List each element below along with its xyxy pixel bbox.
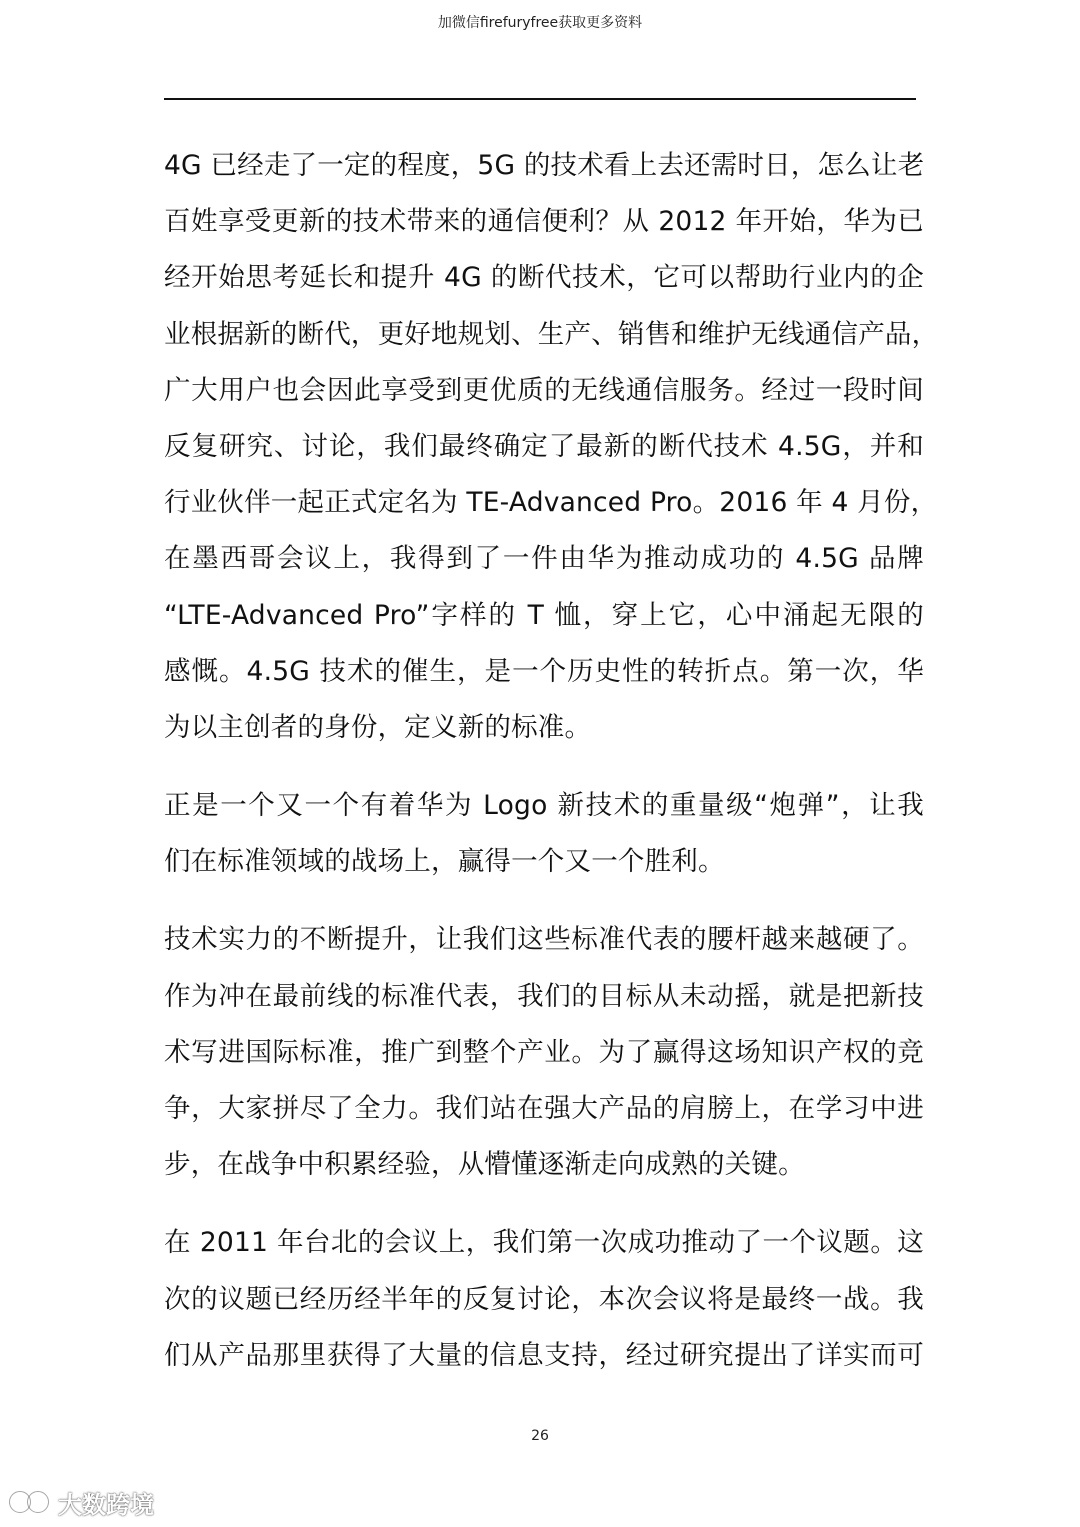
text-line: 们在标准领域的战场上，赢得一个又一个胜利。: [164, 846, 725, 878]
text-line: 百姓享受更新的技术带来的通信便利？从 2012 年开始，华为已: [164, 206, 924, 238]
page-number: 26: [531, 1428, 549, 1444]
text-line: 次的议题已经历经半年的反复讨论，本次会议将是最终一战。我: [164, 1283, 924, 1315]
paragraph-4: [164, 1215, 924, 1384]
text-line: 步，在战争中积累经验，从懵懂逐渐走向成熟的关键。: [164, 1149, 805, 1181]
watermark: [8, 1482, 154, 1522]
paragraph-3: [164, 912, 924, 1193]
text-line: 术写进国际标准，推广到整个产业。为了赢得这场知识产权的竞: [164, 1036, 924, 1068]
text-line: 经开始思考延长和提升 4G 的断代技术，它可以帮助行业内的企: [164, 262, 924, 294]
paragraph-2: [164, 778, 924, 890]
text-line: 在墨西哥会议上，我得到了一件由华为推动成功的 4.5G 品牌: [164, 543, 924, 575]
header-divider: [164, 98, 916, 100]
text-line: 们从产品那里获得了大量的信息支持，经过研究提出了详实而可: [164, 1339, 924, 1371]
text-line: 感慨。4.5G 技术的催生，是一个历史性的转折点。第一次，华: [164, 655, 924, 687]
text-line: 反复研究、讨论，我们最终确定了最新的断代技术 4.5G，并和: [164, 430, 924, 462]
text-line: 4G 已经走了一定的程度，5G 的技术看上去还需时日，怎么让老: [164, 150, 925, 181]
text-line: 行业伙伴一起正式定名为 TE-Advanced Pro。2016 年 4 月份，: [164, 487, 938, 519]
watermark-text: 大数跨境: [58, 1490, 154, 1519]
text-line: 业根据新的断代，更好地规划、生产、销售和维护无线通信产品，: [164, 318, 939, 350]
watermark-logo-icon: [8, 1487, 52, 1517]
text-line: 作为冲在最前线的标准代表，我们的目标从未动摇，就是把新技: [164, 980, 924, 1012]
text-line: 技术实力的不断提升，让我们这些标准代表的腰杆越来越硬了。: [164, 924, 924, 956]
page-header-text: 加微信firefuryfree获取更多资料: [437, 15, 643, 31]
text-line: 正是一个又一个有着华为 Logo 新技术的重量级“炮弹”，让我: [164, 790, 924, 822]
text-line: 广大用户也会因此享受到更优质的无线通信服务。经过一段时间: [164, 374, 924, 406]
text-line: 争，大家拼尽了全力。我们站在强大产品的肩膀上，在学习中进: [164, 1093, 924, 1124]
text-line: “LTE-Advanced Pro”字样的 T 恤，穿上它，心中涌起无限的: [164, 599, 924, 631]
text-line: 在 2011 年台北的会议上，我们第一次成功推动了一个议题。这: [164, 1227, 924, 1259]
text-line: 为以主创者的身份，定义新的标准。: [164, 711, 592, 743]
paragraph-1: [164, 138, 939, 756]
document-body: [164, 138, 939, 1406]
